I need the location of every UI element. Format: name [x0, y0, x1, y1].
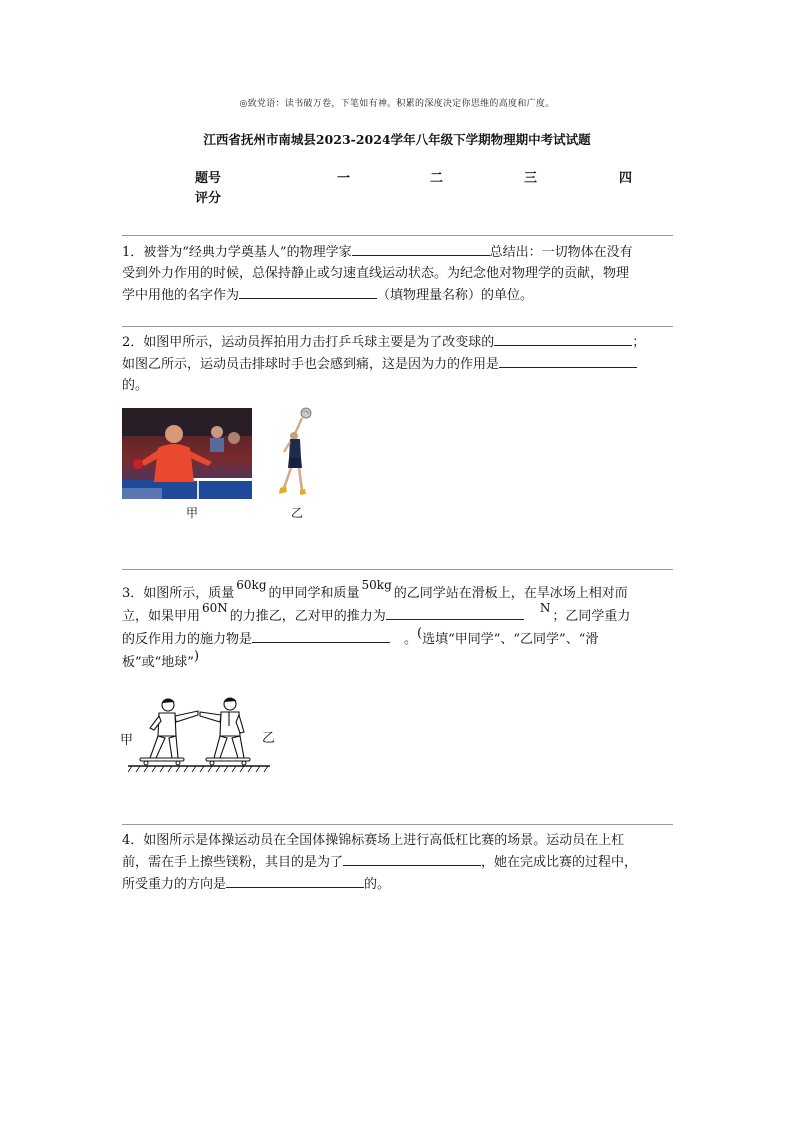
label-jia: 甲	[120, 733, 134, 748]
q4-text-a: 4．如图所示是体操运动员在全国体操锦标赛场上进行高低杠比赛的场景。运动员在上杠	[122, 833, 625, 848]
q2-text-a: 2．如图甲所示，运动员挥拍用力击打乒乓球主要是为了改变球的	[122, 335, 495, 350]
question-2	[122, 331, 674, 396]
q3-text-e: 的力推乙，乙对甲的推力为	[229, 609, 386, 624]
q4-text-b: 前，需在手上擦些镁粉，其目的是为了	[122, 855, 344, 870]
q2-text-d: 的。	[122, 378, 149, 393]
score-col-2: 二	[430, 171, 444, 186]
divider-4	[122, 824, 673, 825]
q3-blank-1[interactable]	[386, 605, 524, 620]
q3-text-a: 3．如图所示，质量	[122, 586, 235, 601]
q3-unit-n: N	[539, 601, 551, 615]
label-yi: 乙	[262, 731, 276, 746]
q4-text-c: ，她在完成比赛的过程中，	[481, 855, 638, 870]
q3-blank-2[interactable]	[252, 628, 390, 643]
q1-text-b: 总结出：一切物体在没有	[489, 245, 633, 260]
q1-text-d: 学中用他的名字作为	[122, 288, 240, 303]
q4-text-e: 的。	[364, 877, 391, 892]
q1-blank-2[interactable]	[239, 284, 377, 299]
score-row-label-score: 评分	[195, 191, 222, 206]
question-3	[122, 578, 674, 674]
q3-mass-yi: 50kg	[361, 578, 392, 592]
q3-text-c: 的乙同学站在滑板上，在旱冰场上相对而	[393, 586, 628, 601]
divider-2	[122, 326, 673, 327]
q1-text-e: （填物理量名称）的单位。	[377, 288, 534, 303]
q3-text-b: 的甲同学和质量	[268, 586, 360, 601]
q3-paren-open: (	[417, 626, 423, 641]
score-col-3: 三	[524, 171, 538, 186]
q1-text-a: 1．被誉为“经典力学奠基人”的物理学家	[122, 245, 352, 260]
q3-text-h: 的反作用力的施力物是	[122, 632, 253, 647]
q4-blank-2[interactable]	[226, 873, 364, 888]
figure-volleyball-player	[272, 406, 320, 502]
q4-text-d: 所受重力的方向是	[122, 877, 227, 892]
q3-text-i: 。	[404, 632, 418, 647]
q2-text-c: 如图乙所示，运动员击排球时手也会感到痛，这是因为力的作用是	[122, 357, 500, 372]
q3-text-d: 立，如果甲用	[122, 609, 201, 624]
motto-text: ◎致党语：读书破万卷，下笔如有神。积累的深度决定你思维的高度和广度。	[239, 99, 555, 109]
caption-jia: 甲	[186, 506, 199, 520]
q3-mass-jia: 60kg	[236, 578, 267, 592]
q4-blank-1[interactable]	[343, 851, 481, 866]
score-col-1: 一	[337, 171, 351, 186]
q3-text-k: 板”或“地球”	[122, 655, 194, 670]
question-4	[122, 830, 674, 895]
question-1	[122, 241, 674, 306]
figure-table-tennis-photo	[122, 408, 252, 499]
score-col-4: 四	[619, 171, 633, 186]
q3-text-j: 选填“甲同学”、“乙同学”、“滑	[422, 632, 599, 647]
q3-force: 60N	[202, 601, 228, 615]
divider-1	[122, 235, 673, 236]
q2-blank-1[interactable]	[494, 331, 632, 346]
figure-skateboard-students	[128, 692, 276, 774]
q1-blank-1[interactable]	[352, 241, 490, 256]
q2-text-b: ；	[632, 335, 646, 350]
q3-text-g: ；乙同学重力	[552, 609, 631, 624]
q3-paren-close: )	[193, 649, 200, 664]
score-row-label-number: 题号	[195, 171, 222, 186]
divider-3	[122, 569, 673, 570]
q1-text-c: 受到外力作用的时候，总保持静止或匀速直线运动状态。为纪念他对物理学的贡献，物理	[122, 266, 630, 281]
exam-title: 江西省抚州市南城县2023-2024学年八年级下学期物理期中考试试题	[203, 132, 591, 147]
q2-blank-2[interactable]	[499, 353, 637, 368]
caption-yi: 乙	[291, 506, 304, 520]
